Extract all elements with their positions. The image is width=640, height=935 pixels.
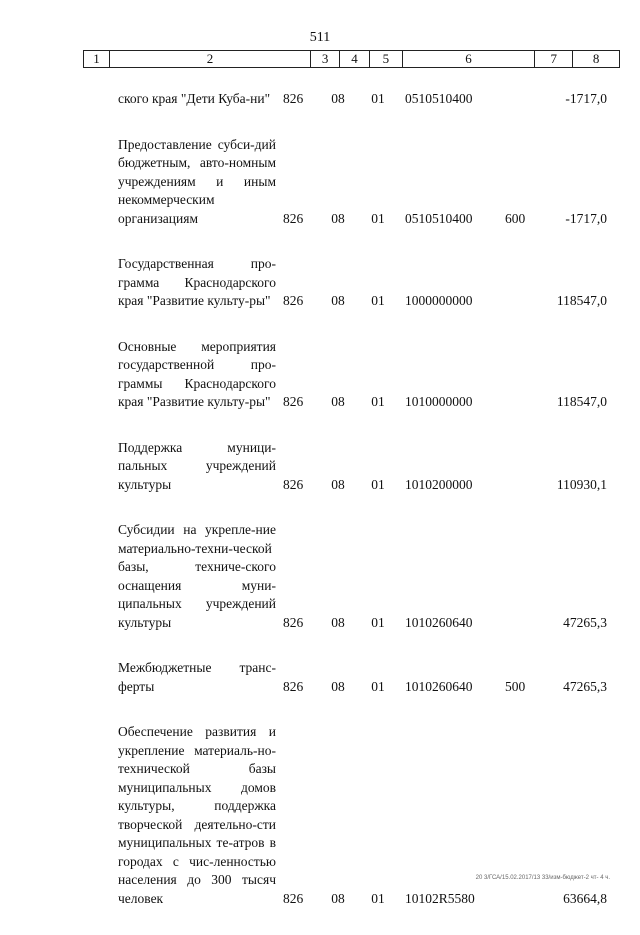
header-col-6: 6 (403, 51, 536, 67)
row-code-4: 08 (331, 890, 345, 906)
row-code-6: 1010200000 (405, 476, 473, 492)
header-col-2: 2 (110, 51, 311, 67)
row-description: ского края "Дети Куба-ни" (118, 91, 271, 106)
row-code-6: 10102R5580 (405, 890, 475, 906)
row-code-4: 08 (331, 614, 345, 630)
row-amount: -1717,0 (565, 210, 607, 226)
table-row (0, 659, 640, 696)
table-row (0, 521, 640, 632)
header-col-4: 4 (340, 51, 370, 67)
row-amount: 47265,3 (563, 678, 607, 694)
header-col-3: 3 (311, 51, 340, 67)
row-code-6: 0510510400 (405, 210, 473, 226)
row-code-4: 08 (331, 210, 345, 226)
table-row (0, 338, 640, 412)
row-code-3: 826 (283, 210, 304, 226)
row-code-3: 826 (283, 293, 304, 308)
row-amount: 118547,0 (556, 394, 607, 409)
row-code-4: 08 (331, 476, 345, 492)
header-col-8: 8 (592, 51, 600, 66)
row-code-6: 0510510400 (405, 91, 473, 106)
row-code-3: 826 (283, 91, 304, 106)
row-amount: -1717,0 (565, 91, 607, 106)
row-code-4: 08 (331, 678, 345, 694)
row-code-3: 826 (283, 678, 304, 694)
row-description: Обеспечение развития и укрепление материаль-но-технической базы муниципальных домов культуры, поддержка творческой деятельно-сти муниципальных те-атров в городах с чис-ленностью населения до 300 тысяч человек (118, 724, 276, 906)
table-header-row (83, 50, 620, 68)
table-row (0, 255, 640, 311)
row-code-5: 01 (371, 210, 385, 226)
header-col-1: 1 (84, 51, 110, 67)
row-code-6: 1010260640 (405, 614, 473, 630)
row-code-3: 826 (283, 394, 304, 409)
row-code-5: 01 (371, 614, 385, 630)
row-description: Государственная про-грамма Краснодарского края "Развитие культу-ры" (118, 256, 276, 308)
header-col-7: 7 (535, 51, 573, 67)
budget-table-body (0, 90, 640, 935)
row-description: Предоставление субси-дий бюджетным, авто-номным учреждениям и иным некоммерческим организациям (118, 136, 276, 226)
row-code-5: 01 (371, 293, 385, 308)
row-description: Основные мероприятия государственной про-граммы Краснодарского края "Развитие культу-ры" (118, 338, 276, 409)
table-row (0, 439, 640, 495)
row-code-3: 826 (283, 476, 304, 492)
row-code-5: 01 (371, 476, 385, 492)
table-row (0, 90, 640, 109)
row-amount: 118547,0 (556, 293, 607, 308)
row-code-6: 1010000000 (405, 394, 473, 409)
row-code-5: 01 (371, 678, 385, 694)
row-code-4: 08 (331, 394, 345, 409)
table-row (0, 136, 640, 229)
footer-file-reference: 20 3/ГСА/15.02.2017/13 33/изм-бюджет-2 чт- 4 ч. (475, 875, 610, 881)
row-code-3: 826 (283, 890, 304, 906)
row-code-7: 600 (505, 210, 526, 226)
row-description: Межбюджетные транс-ферты (118, 660, 276, 694)
row-code-5: 01 (371, 394, 385, 409)
row-code-5: 01 (371, 890, 385, 906)
row-amount: 63664,8 (563, 890, 607, 906)
row-code-4: 08 (331, 293, 345, 308)
row-code-6: 1000000000 (405, 293, 473, 308)
row-description: Поддержка муници-пальных учреждений культуры (118, 439, 276, 492)
row-description: Субсидии на укрепле-ние материально-техни-ческой базы, техниче-ского оснащения муни-ципальных учреждений культуры (118, 522, 276, 630)
row-code-7: 500 (505, 678, 526, 694)
header-col-5: 5 (370, 51, 403, 67)
row-amount: 47265,3 (563, 614, 607, 630)
row-code-5: 01 (371, 91, 385, 106)
row-code-6: 1010260640 (405, 678, 473, 694)
row-amount: 110930,1 (556, 476, 607, 492)
page-number: 511 (309, 30, 331, 45)
row-code-3: 826 (283, 614, 304, 630)
row-code-4: 08 (331, 91, 345, 106)
